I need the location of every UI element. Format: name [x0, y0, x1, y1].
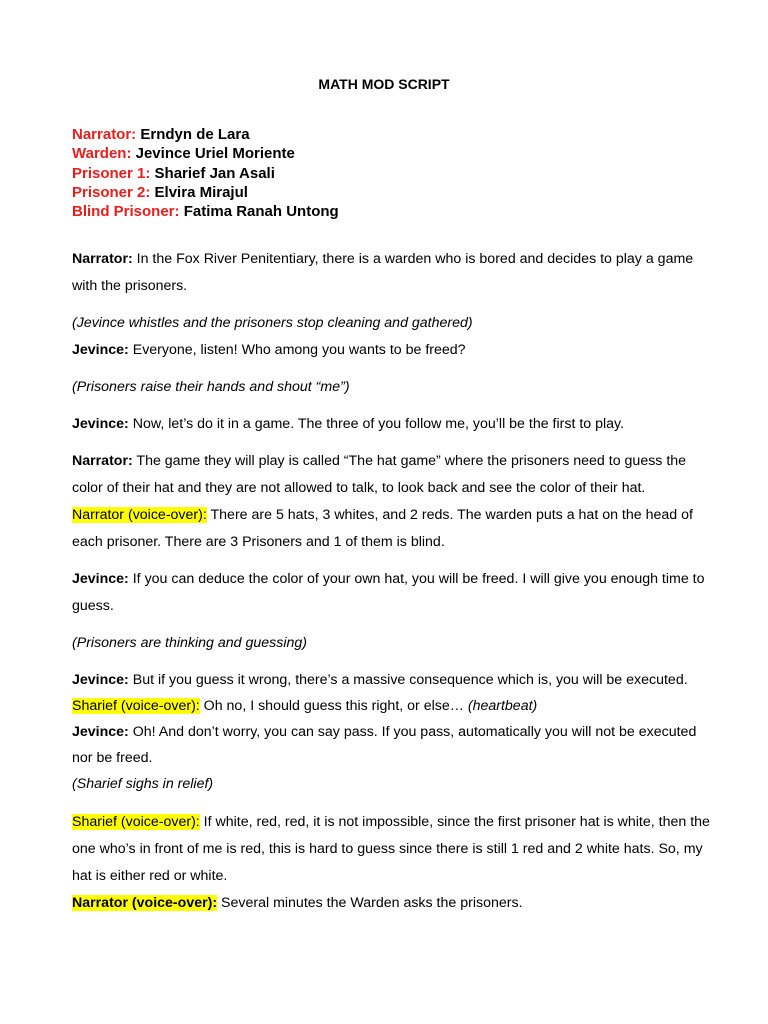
cast-item — [72, 202, 339, 221]
speaker-label: Sharief (voice-over): — [72, 698, 200, 714]
script-body — [72, 246, 712, 917]
dialogue-text: Now, let’s do it in a game. The three of you follow me, you’ll be the first to play. — [128, 416, 625, 432]
cast-role: Prisoner 1: — [72, 164, 151, 182]
dialogue-text: In the Fox River Penitentiary, there is a warden who is bored and decides to play a game with the prisoners. — [72, 251, 694, 294]
speaker-label: Narrator: — [72, 453, 133, 469]
stage-direction: (Prisoners are thinking and guessing) — [72, 635, 308, 651]
speaker-label: Jevince: — [72, 571, 129, 587]
page-title: MATH MOD SCRIPT — [318, 76, 450, 92]
speaker-label: Jevince: — [72, 724, 129, 740]
cast-name: Sharief Jan Asali — [154, 164, 275, 182]
cast-name: Jevince Uriel Moriente — [135, 145, 295, 163]
script-line — [72, 411, 712, 438]
speaker-label: Narrator (voice-over): — [72, 507, 207, 523]
speaker-label: Jevince: — [72, 342, 129, 358]
dialogue-text: Several minutes the Warden asks the prisoners. — [217, 895, 523, 911]
cast-item — [72, 164, 339, 183]
cast-role: Warden: — [72, 145, 132, 163]
stage-direction: (heartbeat) — [467, 698, 538, 714]
cast-item — [72, 125, 339, 144]
dialogue-text: If you can deduce the color of your own hat, you will be freed. I will give you enough time to guess. — [72, 571, 705, 614]
cast-name: Fatima Ranah Untong — [183, 203, 339, 221]
stage-direction: (Jevince whistles and the prisoners stop cleaning and gathered) — [72, 315, 473, 331]
cast-item — [72, 183, 339, 202]
dialogue-text: Everyone, listen! Who among you wants to be freed? — [128, 342, 466, 358]
speaker-label: Jevince: — [72, 416, 129, 432]
cast-role: Blind Prisoner: — [72, 203, 180, 221]
script-line — [72, 693, 712, 719]
dialogue-text: Oh! And don’t worry, you can say pass. If you pass, automatically you will not be executed nor be freed. — [72, 724, 697, 766]
speaker-label: Narrator (voice-over): — [72, 895, 218, 911]
speaker-label: Jevince: — [72, 672, 129, 688]
cast-role: Narrator: — [72, 126, 137, 143]
script-line — [72, 566, 712, 620]
script-line — [72, 667, 712, 693]
cast-list — [72, 125, 339, 221]
cast-name: Erndyn de Lara — [140, 126, 250, 143]
script-line — [72, 809, 712, 890]
dialogue-text: The game they will play is called “The hat game” where the prisoners need to guess the color of their hat and they are not allowed to talk, to look back and see the color of their hat. — [72, 453, 687, 496]
cast-item — [72, 144, 339, 163]
script-line — [72, 502, 712, 556]
script-line — [72, 719, 712, 771]
script-line — [72, 448, 712, 502]
script-line — [72, 337, 712, 364]
dialogue-text: There are 5 hats, 3 whites, and 2 reds. The warden puts a hat on the head of each prisoner. There are 3 Prisoners and 1 of them is blind. — [72, 507, 693, 550]
dialogue-text: But if you guess it wrong, there’s a massive consequence which is, you will be executed. — [128, 672, 688, 688]
dialogue-text: Oh no, I should guess this right, or else… — [199, 698, 468, 714]
speaker-label: Sharief (voice-over): — [72, 814, 200, 830]
dialogue-text: If white, red, red, it is not impossible, since the first prisoner hat is white, then the one who’s in front of me is red, this is hard to guess since there is still 1 red and 2 white hats. So, my hat is either red or white. — [72, 814, 710, 884]
script-line — [72, 890, 712, 917]
script-line — [72, 246, 712, 300]
stage-direction: (Sharief sighs in relief) — [72, 776, 214, 792]
stage-direction: (Prisoners raise their hands and shout “me”) — [72, 379, 350, 395]
speaker-label: Narrator: — [72, 251, 133, 267]
cast-role: Prisoner 2: — [72, 183, 151, 201]
cast-name: Elvira Mirajul — [154, 183, 248, 201]
